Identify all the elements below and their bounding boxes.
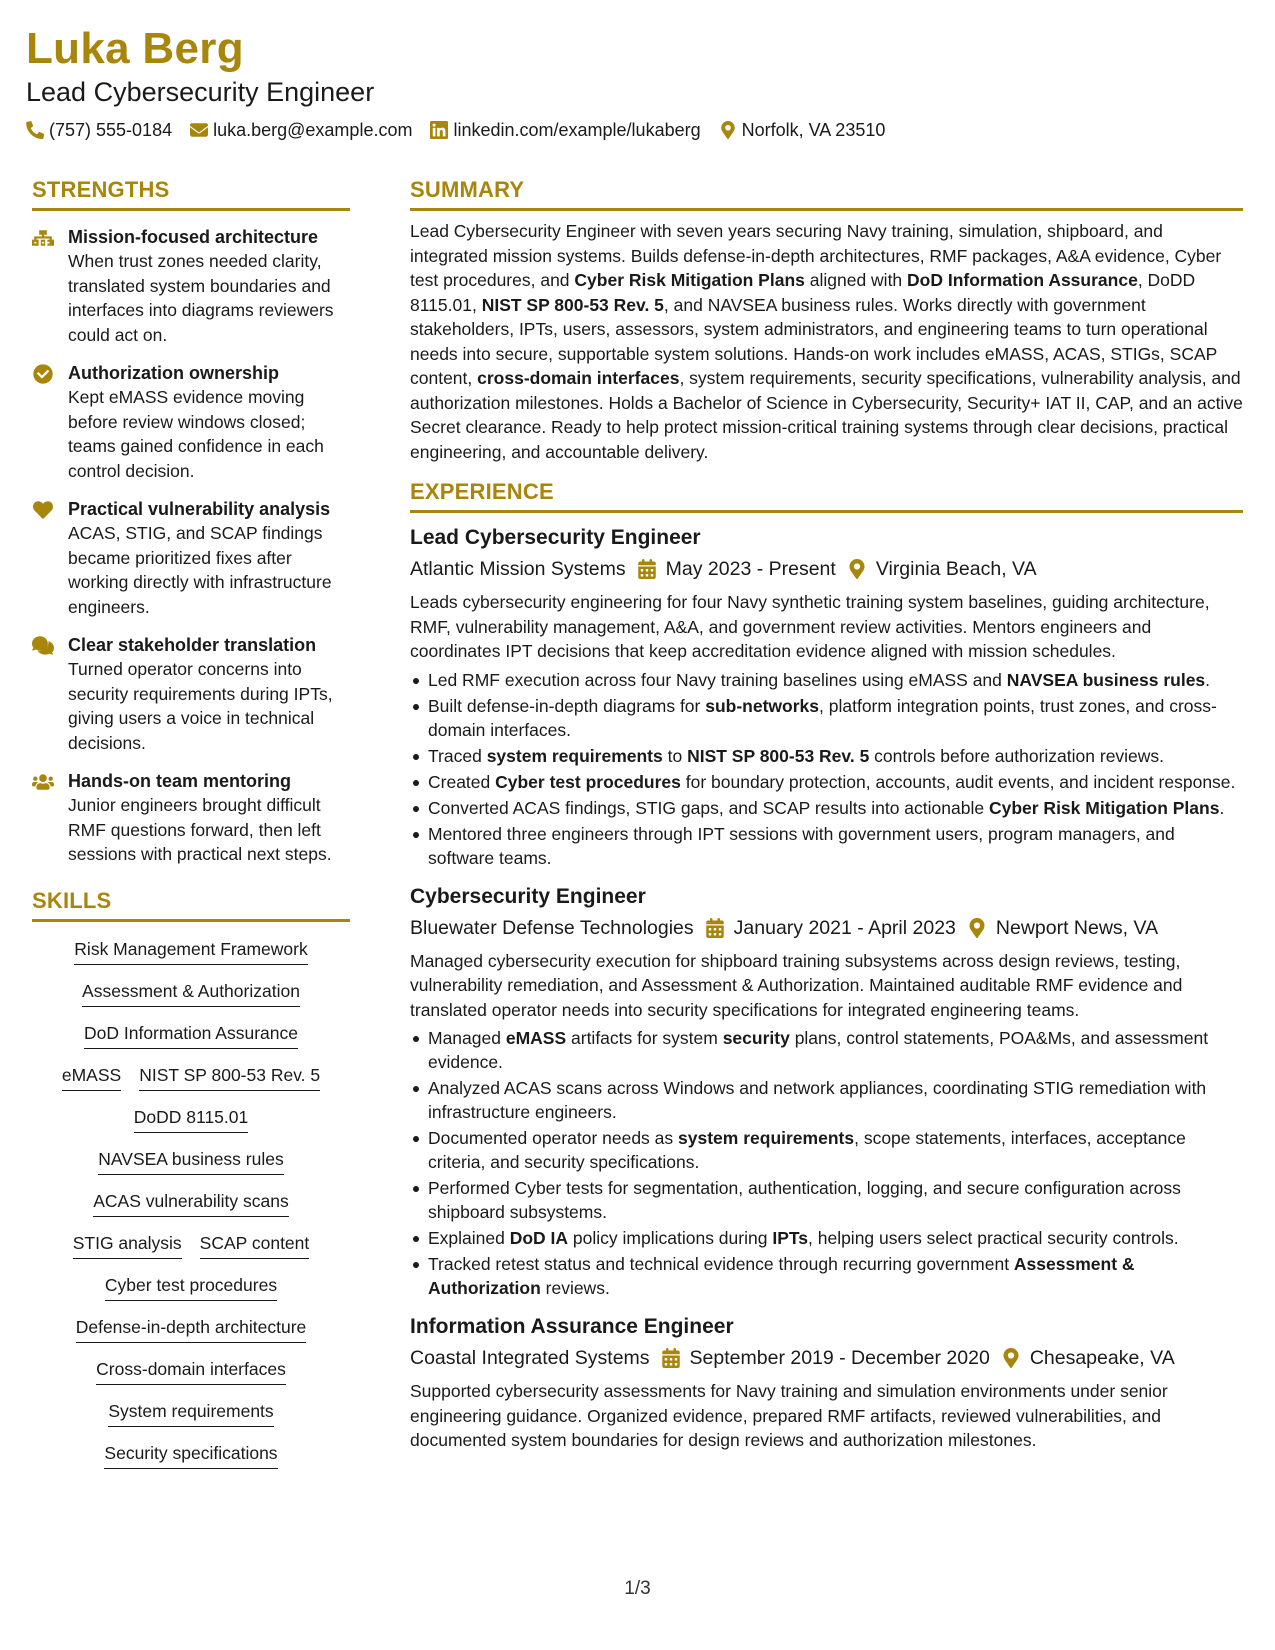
job-meta [410, 1345, 1243, 1371]
skill-tag: eMASS [62, 1064, 121, 1091]
location-pin-icon [968, 918, 986, 938]
job-company: Bluewater Defense Technologies [410, 916, 694, 939]
contact-linkedin[interactable] [430, 118, 700, 142]
strength-text: Turned operator concerns into security requirements during IPTs, giving users a voice in technical decisions. [68, 659, 333, 753]
skill-tag: ACAS vulnerability scans [93, 1190, 289, 1217]
bold-text: NIST SP 800-53 Rev. 5 [481, 294, 664, 315]
job-bullets [410, 668, 1243, 870]
skill-tag: SCAP content [200, 1232, 310, 1259]
strength-item [32, 361, 350, 483]
skill-row [76, 1316, 307, 1343]
strength-text: When trust zones needed clarity, translated system boundaries and interfaces into diagrams reviewers could act on. [68, 251, 334, 345]
experience-list [410, 525, 1243, 1453]
job-company: Coastal Integrated Systems [410, 1347, 650, 1369]
bold-text: Assessment & Authorization [428, 1254, 1135, 1298]
list-item: Created Cyber test procedures for boundary protection, accounts, audit events, and incident response. [410, 770, 1243, 794]
strength-title: Clear stakeholder translation [68, 635, 317, 655]
strength-title: Practical vulnerability analysis [68, 499, 331, 519]
skill-row [62, 1064, 320, 1091]
skill-tag: STIG analysis [73, 1232, 182, 1259]
strength-item [32, 497, 350, 619]
strength-item [32, 769, 350, 867]
strength-text: Junior engineers brought difficult RMF questions forward, then left sessions with practical next steps. [68, 795, 332, 864]
list-item: Converted ACAS findings, STIG gaps, and SCAP results into actionable Cyber Risk Mitigation Plans. [410, 796, 1243, 820]
job-location [1002, 1345, 1175, 1371]
job-company: Atlantic Mission Systems [410, 558, 626, 580]
list-item: Mentored three engineers through IPT sessions with government users, program managers, and software teams. [410, 822, 1243, 870]
job-description: Leads cybersecurity engineering for four Navy synthetic training system baselines, guiding architecture, RMF, vulnerability management, A&A, and government review activities. Mentors engineers and coordinates IPT decisions that keep accreditation evidence aligned with mission schedules. [410, 592, 1210, 661]
list-item: Led RMF execution across four Navy training baselines using eMASS and NAVSEA business rules. [410, 668, 1243, 692]
contact-location [719, 118, 886, 142]
skill-tag: Assessment & Authorization [82, 980, 300, 1007]
skill-row [84, 1022, 298, 1049]
job-title: Cybersecurity Engineer [410, 884, 646, 908]
list-item: Explained DoD IA policy implications during IPTs, helping users select practical security controls. [410, 1226, 1243, 1250]
bold-text: cross-domain interfaces [477, 368, 680, 388]
skills-list [32, 938, 350, 1469]
phone-icon [26, 121, 44, 139]
strength-title: Hands-on team mentoring [68, 771, 292, 791]
strength-title: Authorization ownership [68, 363, 279, 383]
job-meta [410, 556, 1243, 582]
contact-phone-text: (757) 555-0184 [49, 120, 173, 140]
job-location [848, 556, 1037, 582]
left-column [32, 176, 350, 1469]
users-icon [32, 772, 54, 792]
list-item: Managed eMASS artifacts for system security plans, control statements, POA&Ms, and assessment evidence. [410, 1026, 1243, 1074]
resume-header [26, 24, 1246, 142]
skill-row [98, 1148, 283, 1175]
bold-text: IPTs [772, 1228, 808, 1248]
contact-email[interactable] [190, 118, 412, 142]
bold-text: eMASS [505, 1028, 567, 1048]
location-pin-icon [719, 121, 737, 139]
list-item: Tracked retest status and technical evidence through recurring government Assessment & Authorization reviews. [410, 1252, 1243, 1300]
job-location-text: Chesapeake, VA [1029, 1347, 1175, 1369]
strengths-heading: STRENGTHS [32, 176, 350, 211]
strength-item [32, 225, 350, 347]
candidate-title: Lead Cybersecurity Engineer [26, 77, 375, 107]
list-item: Built defense-in-depth diagrams for sub-networks, platform integration points, trust zones, and cross-domain interfaces. [410, 694, 1243, 742]
summary-heading: SUMMARY [410, 176, 1243, 211]
heart-icon [32, 500, 54, 520]
skill-row [108, 1400, 273, 1427]
strength-text: Kept eMASS evidence moving before review windows closed; teams gained confidence in each control decision. [68, 387, 324, 481]
comments-icon [32, 636, 54, 656]
job-description: Managed cybersecurity execution for shipboard training subsystems across design reviews, testing, vulnerability remediation, and Assessment & Authorization. Maintained auditable RMF evidence and translated operator needs into security specifications for integrated engineering teams. [410, 950, 1183, 1020]
job-title: Lead Cybersecurity Engineer [410, 526, 701, 549]
skill-row [105, 1274, 277, 1301]
job-dates [638, 556, 836, 582]
skill-row [73, 1232, 310, 1259]
contact-phone [26, 118, 172, 142]
sitemap-icon [32, 228, 54, 248]
bold-text: system requirements [486, 745, 663, 766]
job-location-text: Newport News, VA [995, 916, 1159, 939]
skills-heading: SKILLS [32, 887, 350, 922]
skill-tag: Cyber test procedures [105, 1274, 277, 1301]
right-column [410, 176, 1243, 1453]
strength-text: ACAS, STIG, and SCAP findings became prioritized fixes after working directly with infrastructure engineers. [68, 523, 332, 617]
job-location-text: Virginia Beach, VA [875, 558, 1037, 580]
calendar-icon [706, 918, 724, 938]
skill-tag: DoDD 8115.01 [134, 1106, 248, 1133]
skill-tag: Cross-domain interfaces [96, 1358, 286, 1385]
skill-tag: NAVSEA business rules [98, 1148, 283, 1175]
strength-item [32, 633, 350, 755]
skill-row [82, 980, 300, 1007]
location-pin-icon [848, 559, 866, 579]
candidate-name: Luka Berg [26, 24, 244, 73]
job-description: Supported cybersecurity assessments for Navy training and simulation environments under senior engineering guidance. Organized evidence, prepared RMF artifacts, reviewed vulnerabilities, and documented system boundaries for design reviews and authorization milestones. [410, 1381, 1168, 1450]
bold-text: DoD Information Assurance [907, 270, 1138, 290]
calendar-icon [662, 1348, 680, 1368]
list-item: Performed Cyber tests for segmentation, authentication, logging, and secure configuration across shipboard subsystems. [410, 1176, 1243, 1224]
job-dates-text: January 2021 - April 2023 [733, 916, 956, 939]
bold-text: NIST SP 800-53 Rev. 5 [687, 745, 870, 766]
skill-tag: Risk Management Framework [74, 938, 307, 965]
job-dates [662, 1345, 990, 1371]
bold-text: DoD IA [509, 1228, 569, 1248]
job-meta [410, 915, 1243, 941]
check-circle-icon [32, 364, 54, 384]
experience-heading: EXPERIENCE [410, 478, 1243, 513]
summary-text: Lead Cybersecurity Engineer with seven years securing Navy training, simulation, shipboard, and integrated mission systems. Builds defense-in-depth architectures, RMF packages, A&A evidence, Cyber test procedures, and Cyber Risk Mitigation Plans aligned with DoD Information Assurance, DoDD 8115.01, NIST SP 800-53 Rev. 5, and NAVSEA business rules. Works directly with government stakeholders, IPTs, users, assessors, system administrators, and engineering teams to turn operational needs into secure, supportable system solutions. Hands-on work includes eMASS, ACAS, STIGs, SCAP content, cross-domain interfaces, system requirements, security specifications, vulnerability analysis, and authorization milestones. Holds a Bachelor of Science in Cybersecurity, Security+ IAT II, CAP, and an active Secret clearance. Ready to help protect mission-critical training systems through clear decisions, practical engineering, and accountable delivery. [410, 221, 1243, 462]
skill-row [93, 1190, 289, 1217]
list-item: Analyzed ACAS scans across Windows and network appliances, coordinating STIG remediation with infrastructure engineers. [410, 1076, 1243, 1124]
skill-tag: Defense-in-depth architecture [76, 1316, 307, 1343]
list-item: Documented operator needs as system requirements, scope statements, interfaces, acceptance criteria, and security specifications. [410, 1126, 1243, 1174]
job-location [968, 915, 1158, 941]
bold-text: system requirements [678, 1128, 855, 1148]
bold-text: Cyber Risk Mitigation Plans [574, 270, 805, 290]
skill-tag: System requirements [108, 1400, 273, 1427]
job-title: Information Assurance Engineer [410, 1315, 734, 1338]
contact-location-text: Norfolk, VA 23510 [741, 120, 886, 140]
skill-row [104, 1442, 277, 1469]
bold-text: sub-networks [705, 695, 820, 716]
linkedin-icon [430, 121, 448, 139]
bold-text: security [722, 1028, 790, 1048]
contact-email-text[interactable]: luka.berg@example.com [213, 120, 413, 140]
job-dates [706, 915, 956, 941]
bold-text: Cyber Risk Mitigation Plans [988, 797, 1220, 818]
strength-title: Mission-focused architecture [68, 227, 319, 247]
skill-tag: Security specifications [104, 1442, 277, 1469]
envelope-icon [190, 121, 208, 139]
page-number: 1/3 [624, 1578, 651, 1599]
skill-tag: DoD Information Assurance [84, 1022, 298, 1049]
list-item: Traced system requirements to NIST SP 800-53 Rev. 5 controls before authorization reviews. [410, 744, 1243, 768]
skill-row [74, 938, 307, 965]
skill-row [96, 1358, 286, 1385]
job-bullets [410, 1026, 1243, 1300]
calendar-icon [638, 559, 656, 579]
skill-row [134, 1106, 248, 1133]
job-dates-text: September 2019 - December 2020 [689, 1347, 990, 1369]
job-entry [410, 884, 1243, 1301]
bold-text: NAVSEA business rules [1006, 669, 1206, 690]
location-pin-icon [1002, 1348, 1020, 1368]
skill-tag: NIST SP 800-53 Rev. 5 [139, 1064, 320, 1091]
bold-text: Cyber test procedures [495, 771, 681, 792]
contact-linkedin-text[interactable]: linkedin.com/example/lukaberg [453, 120, 701, 140]
job-entry [410, 525, 1243, 870]
job-entry [410, 1314, 1243, 1453]
job-dates-text: May 2023 - Present [665, 558, 836, 580]
contact-list [26, 118, 1246, 142]
